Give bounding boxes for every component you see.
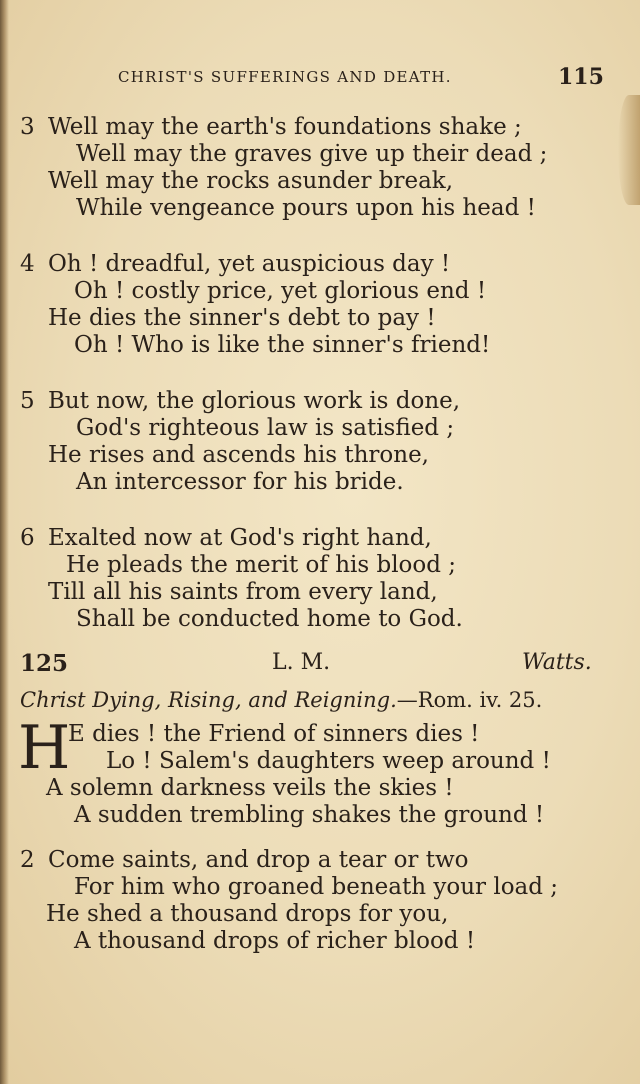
- verse-line: Oh ! costly price, yet glorious end !: [74, 278, 487, 304]
- verse-line: Well may the earth's foundations shake ;: [48, 114, 522, 140]
- drop-cap: H: [18, 713, 71, 783]
- hymn-subtitle-reference: —Rom. iv. 25.: [396, 688, 543, 712]
- hymn-author: Watts.: [522, 650, 592, 675]
- running-title: CHRIST'S SUFFERINGS AND DEATH.: [118, 68, 452, 86]
- verse-line: He shed a thousand drops for you,: [46, 901, 449, 927]
- verse-line: Well may the rocks asunder break,: [48, 168, 454, 194]
- verse-line: Oh ! dreadful, yet auspicious day !: [48, 251, 451, 277]
- verse-line: Well may the graves give up their dead ;: [76, 141, 548, 167]
- hymn-meter: L. M.: [272, 650, 331, 675]
- verse-line: Shall be conducted home to God.: [76, 606, 463, 632]
- page-stain: [618, 95, 640, 205]
- verse-line: While vengeance pours upon his head !: [76, 195, 536, 221]
- stanza-number: 2: [20, 847, 35, 873]
- verse-line: A solemn darkness veils the skies !: [46, 775, 454, 801]
- hymn-subtitle-title: Christ Dying, Rising, and Reigning.: [20, 688, 397, 712]
- page-number: 115: [558, 64, 604, 90]
- verse-line: Lo ! Salem's daughters weep around !: [106, 748, 551, 774]
- hymn-header: [0, 650, 640, 680]
- running-head: [0, 64, 640, 94]
- stanza-number: 5: [20, 388, 35, 414]
- verse-line: But now, the glorious work is done,: [48, 388, 461, 414]
- hymn-number: 125: [20, 650, 69, 677]
- stanza-number: 3: [20, 114, 35, 140]
- verse-line: An intercessor for his bride.: [76, 469, 404, 495]
- stanza-number: 4: [20, 251, 35, 277]
- verse-line: A thousand drops of richer blood !: [74, 928, 476, 954]
- verse-line: He dies the sinner's debt to pay !: [48, 305, 436, 331]
- verse-line: He rises and ascends his throne,: [48, 442, 429, 468]
- verse-line: For him who groaned beneath your load ;: [74, 874, 559, 900]
- verse-line: Oh ! Who is like the sinner's friend!: [74, 332, 491, 358]
- hymn-subtitle: [20, 688, 542, 712]
- verse-line: He pleads the merit of his blood ;: [66, 552, 457, 578]
- binding-edge: [0, 0, 9, 1084]
- verse-line: Exalted now at God's right hand,: [48, 525, 432, 551]
- verse-line: God's righteous law is satisfied ;: [76, 415, 455, 441]
- stanza-number: 6: [20, 525, 35, 551]
- verse-line: A sudden trembling shakes the ground !: [74, 802, 545, 828]
- verse-line: Till all his saints from every land,: [48, 579, 438, 605]
- verse-line: E dies ! the Friend of sinners dies !: [68, 721, 480, 747]
- verse-line: Come saints, and drop a tear or two: [48, 847, 469, 873]
